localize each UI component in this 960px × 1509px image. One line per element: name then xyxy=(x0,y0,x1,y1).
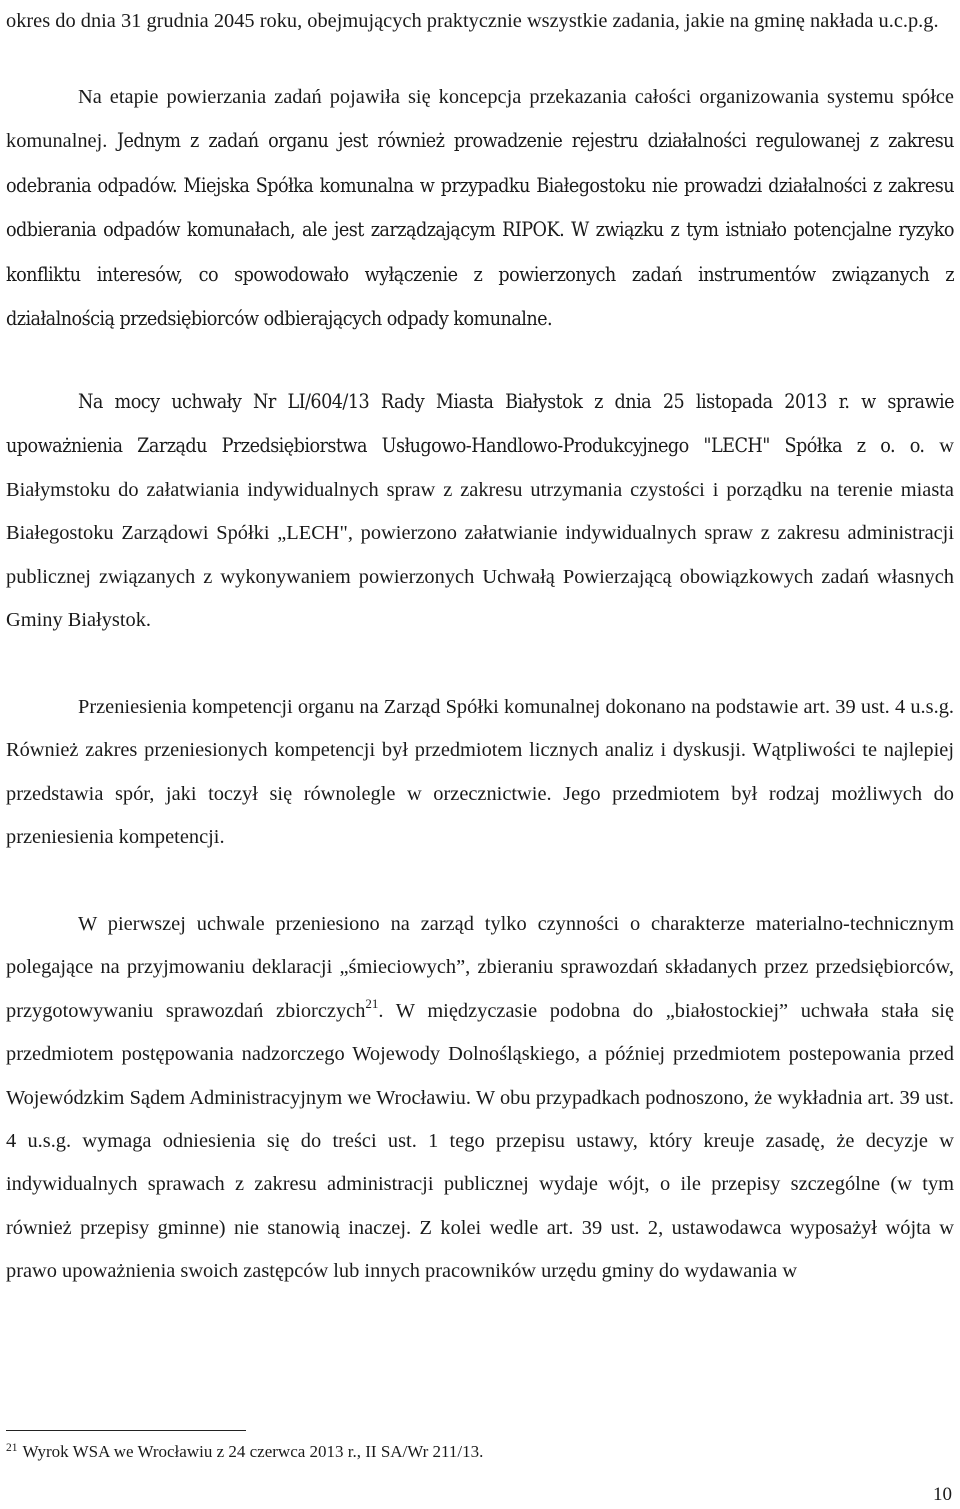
page-number: 10 xyxy=(933,1484,952,1505)
paragraph-text: . W międzyczasie podobna do „białostockiej” uchwała stała się przedmiotem postępowania nadzorczego Wojewody Dolnośląskiego, a później przedmiotem postepowania przed Wojewódzkim Sądem Administracyjnym we Wrocławiu. W obu przypadkach podnoszono, że wykładnia art. 39 ust. 4 u.s.g. wymaga odniesienia się do treści ust. 1 tego przepisu ustawy, który kreuje zasadę, że decyzje w indywidualnych sprawach z zakresu administracji publicznej wydaje wójt, o ile przepisy szczególne (w tym również przepisy gminne) nie stanowią inaczej. Z kolei wedle art. 39 ust. 2, ustawodawca wyposażył wójta w prawo upoważnienia swoich zastępców lub innych pracowników urzędu gminy do wydawania w xyxy=(6,999,954,1283)
paragraph-text-condensed: Jednym z zadań organu jest również prowadzenie rejestru działalności regulowanej z zakresu odebrania odpadów. Miejska Spółka komunalna w przypadku Białegostoku nie prowadzi działalności z zakresu odbierania odpadów komunałach, ale jest zarządzającym RIPOK. W związku z tym istniało potencjalne ryzyko konfliktu interesów, co spowodowało wyłączenie z powierzonych zadań instrumentów związanych z działalnością przedsiębiorców odbierających odpady komunalne. xyxy=(6,129,954,331)
paragraph-text: W pierwszej uchwale przeniesiono na zarząd tylko czynności o charakterze materialno-technicznym polegające na przyjmowaniu deklaracji „śmieciowych”, zbieraniu sprawozdań składanych przez przedsiębiorców, przygotowywaniu sprawozdań zbiorczych xyxy=(6,913,954,1022)
footnote xyxy=(6,1441,483,1463)
footnote-separator xyxy=(6,1430,246,1431)
paragraph-text-condensed: Na mocy uchwały Nr LI/604/13 Rady Miasta Białystok z dnia 25 listopada 2013 r. w sprawie upoważnienia Zarządu Przedsiębiorstwa Usługowo-Handlowo-Produkcyjnego "LECH" Spółka z o. o. xyxy=(6,390,954,458)
paragraph-continuation xyxy=(6,0,939,43)
footnote-reference[interactable]: 21 xyxy=(365,995,379,1011)
footnote-number: 21 xyxy=(6,1442,18,1454)
paragraph-text: w Białymstoku do załatwiania indywidualnych spraw z zakresu utrzymania czystości i porządku na terenie miasta Białegostoku Zarządowi Spółki „LECH", powierzono załatwianie indywidualnych spraw z zakresu administracji publicznej związanych z wykonywaniem powierzonych Uchwałą Powierzającą obowiązkowych zadań własnych Gminy Białystok. xyxy=(6,435,954,632)
paragraph-spolka-komunalna xyxy=(6,76,954,341)
paragraph-przeniesienie-kompetencji xyxy=(6,686,954,860)
paragraph-text: Na etapie powierzania zadań pojawiła się koncepcja przekazania całości organizowania systemu spółce komunalnej. xyxy=(6,86,954,153)
footnote-text: Wyrok WSA we Wrocławiu z 24 czerwca 2013 r., II SA/Wr 211/13. xyxy=(22,1442,484,1461)
paragraph-text: Przeniesienia kompetencji organu na Zarząd Spółki komunalnej dokonano na podstawie art. 39 ust. 4 u.s.g. Również zakres przeniesionych kompetencji był przedmiotem licznych analiz i dyskusji. Wątpliwości te najlepiej przedstawia spór, jaki toczył się równolegle w orzecznictwie. Jego przedmiotem był rodzaj możliwych do przeniesienia kompetencji. xyxy=(6,696,954,849)
paragraph-uchwala xyxy=(6,380,954,642)
paragraph-text: okres do dnia 31 grudnia 2045 roku, obejmujących praktycznie wszystkie zadania, jakie na gminę nakłada u.c.p.g. xyxy=(6,10,939,32)
paragraph-pierwsza-uchwala xyxy=(6,903,954,1294)
